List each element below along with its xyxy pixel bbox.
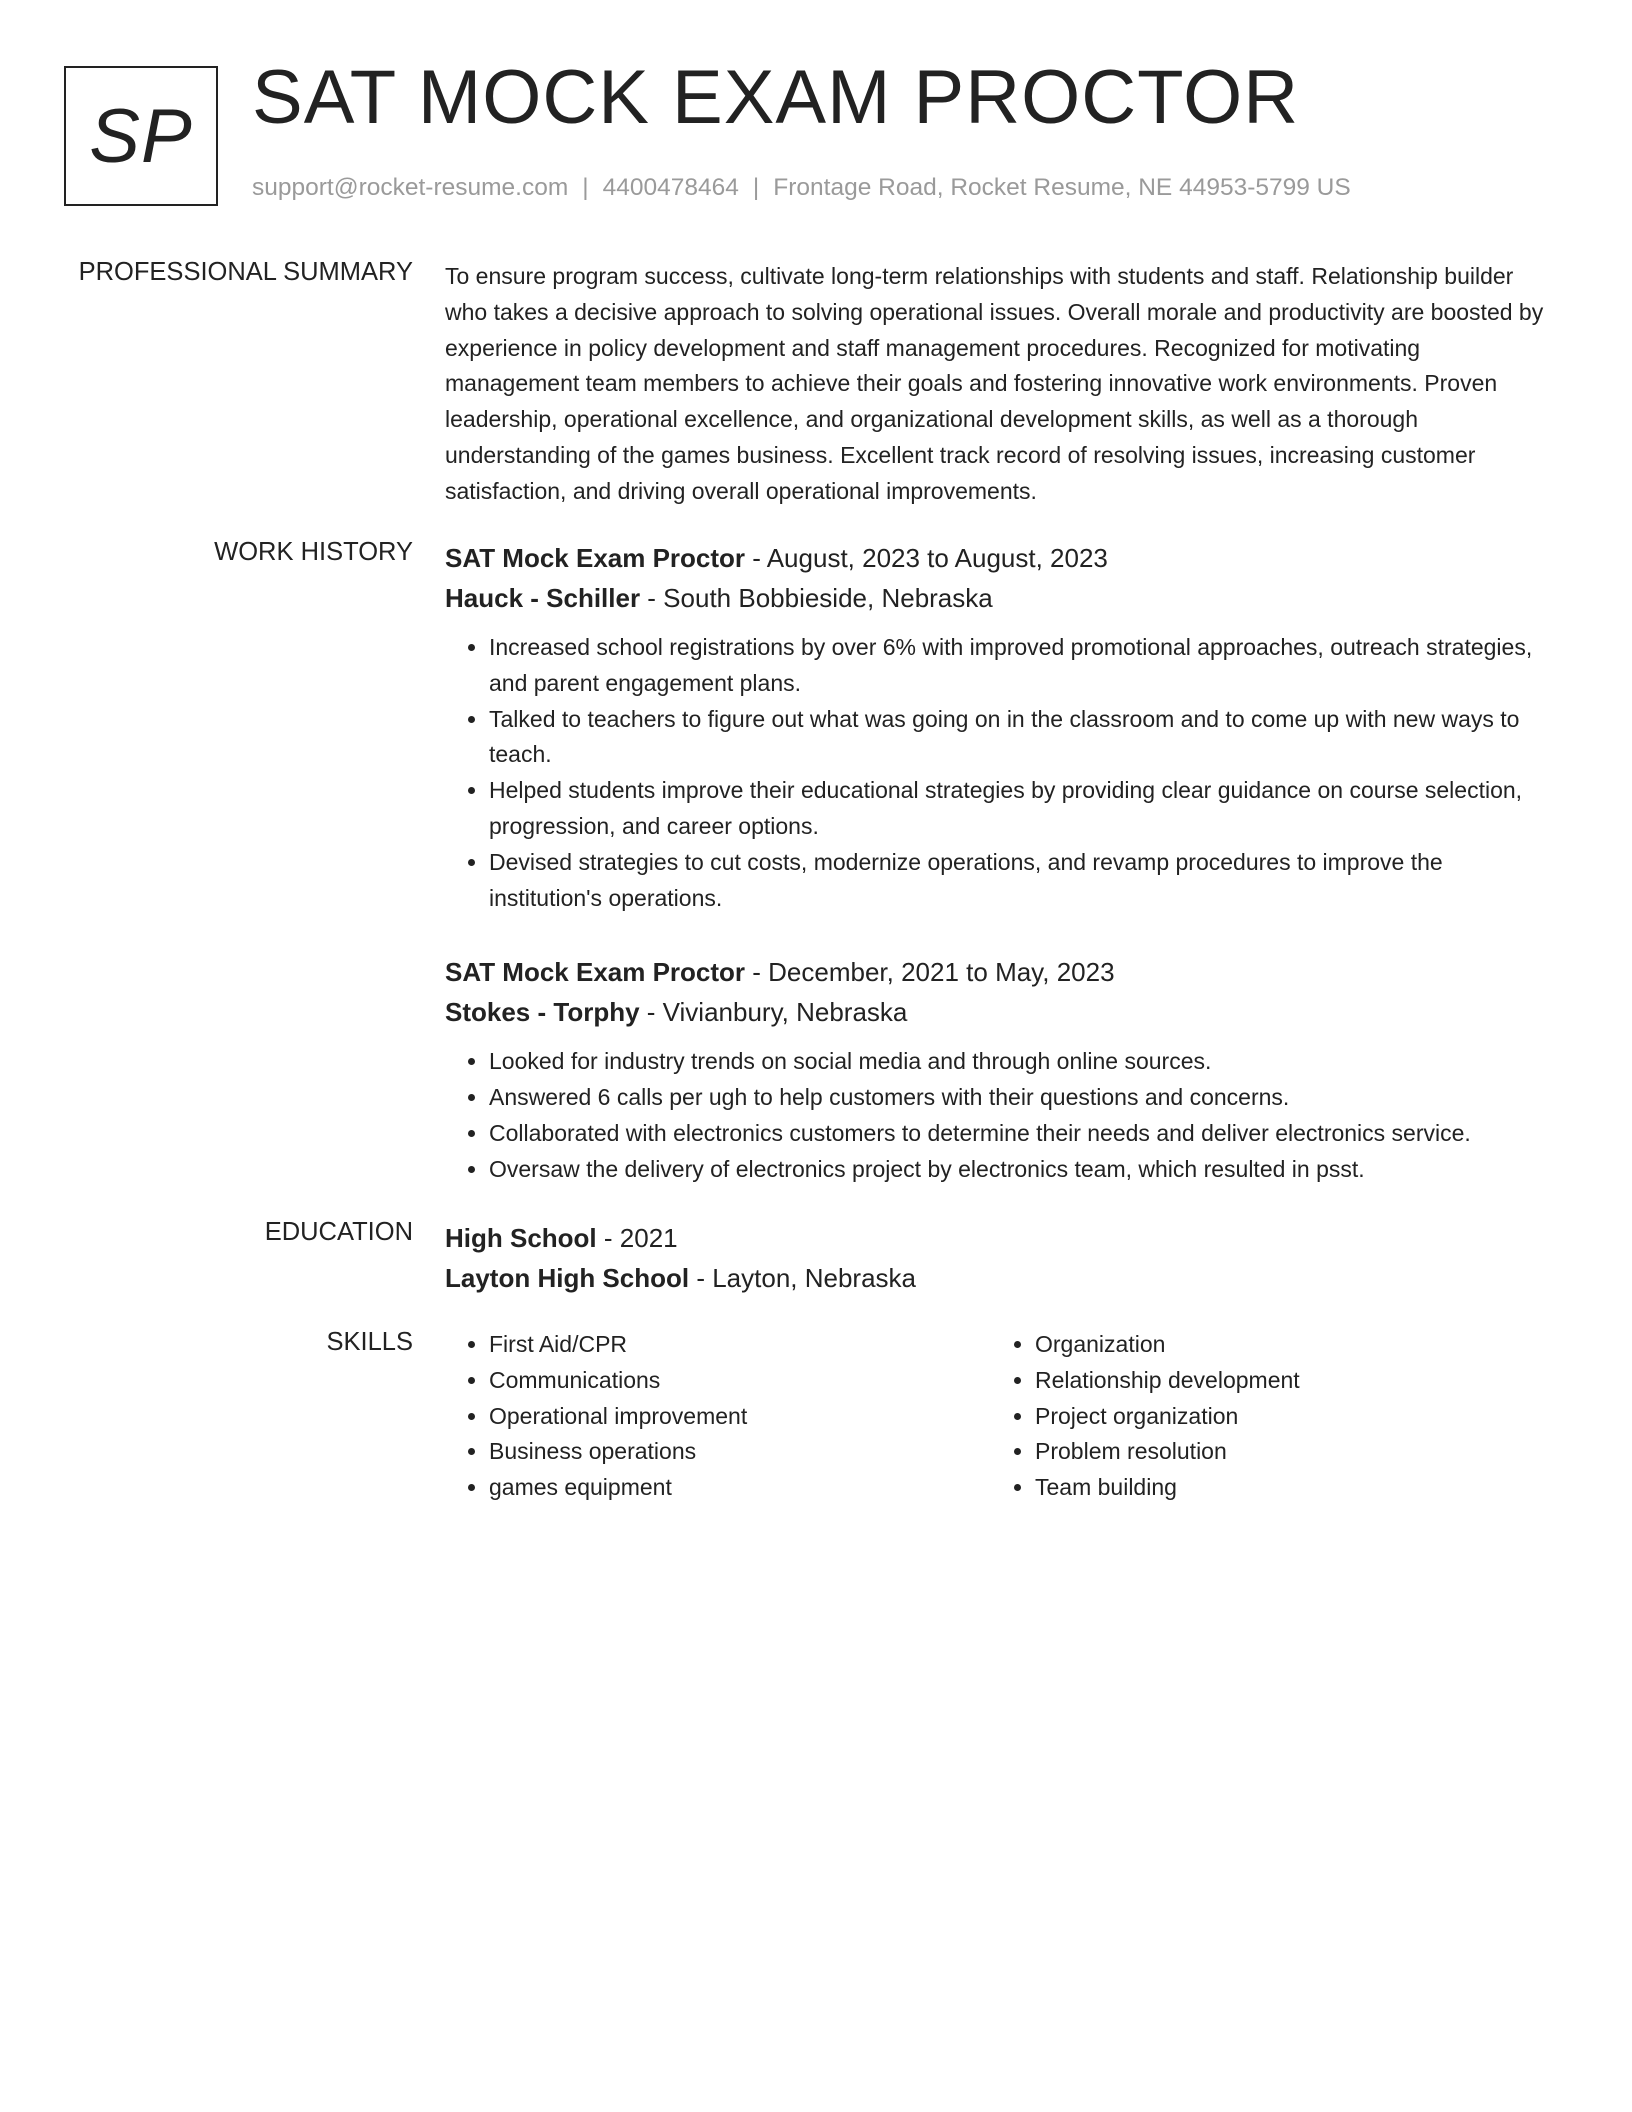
skill-item: • Communications <box>489 1363 991 1399</box>
job-role: SAT Mock Exam Proctor <box>445 543 746 573</box>
job-role: SAT Mock Exam Proctor <box>445 957 746 988</box>
job-bullet: • Looked for industry trends on social media and through online sources. <box>489 1044 1557 1080</box>
job-bullet: • Collaborated with electronics customers to determine their needs and deliver electronics service. <box>489 1116 1557 1152</box>
skills-list <box>445 1327 991 1506</box>
contact-line <box>252 174 1351 202</box>
summary-text: To ensure program success, cultivate long-term relationships with students and staff. Relationship builder who takes a decisive approach to solving operational issues. Overall morale and productivity are boosted by experience in policy development and staff management procedures. Recognized for motivating management team members to achieve their goals and fostering innovative work environments. Proven leadership, operational excellence, and organizational development skills, as well as a thorough understanding of the games business. Excellent track record of resolving issues, increasing customer satisfaction, and driving overall operational improvements. <box>445 263 1544 504</box>
skill-item: • Business operations <box>489 1434 991 1470</box>
skills-columns <box>445 1327 1557 1506</box>
skill-item: • Team building <box>1035 1470 1537 1506</box>
monogram-logo <box>64 66 218 206</box>
section-title-education: EDUCATION <box>264 1218 413 1246</box>
skill-item: • Relationship development <box>1035 1363 1537 1399</box>
job-bullet: • Helped students improve their educational strategies by providing clear guidance on course selection, progression, and career options. <box>489 773 1557 845</box>
contact-separator: | <box>752 174 760 201</box>
skill-item: • Project organization <box>1035 1399 1537 1435</box>
job-entry <box>445 538 1557 916</box>
job-bullets <box>445 1044 1557 1187</box>
candidate-name: SAT MOCK EXAM PROCTOR <box>252 55 1300 140</box>
job-dates: - August, 2023 to August, 2023 <box>745 543 1108 573</box>
job-title-line <box>445 952 1557 992</box>
job-bullet: • Increased school registrations by over 6% with improved promotional approaches, outreach strategies, and parent engagement plans. <box>489 630 1557 702</box>
skill-item: • Organization <box>1035 1327 1537 1363</box>
contact-email[interactable]: support@rocket-resume.com <box>252 174 569 201</box>
job-bullet: • Devised strategies to cut costs, modernize operations, and revamp procedures to improve the institution's operations. <box>489 845 1557 917</box>
skill-item: • First Aid/CPR <box>489 1327 991 1363</box>
job-bullet: • Talked to teachers to figure out what was going on in the classroom and to come up with new ways to teach. <box>489 702 1557 774</box>
skills-column-right <box>991 1327 1537 1506</box>
skills-column-left <box>445 1327 991 1506</box>
education-school: Layton High School <box>445 1263 690 1293</box>
education-school-line <box>445 1258 1557 1298</box>
job-location: - Vivianbury, Nebraska <box>639 997 908 1028</box>
job-entry <box>445 952 1557 1187</box>
contact-separator: | <box>582 174 589 201</box>
education-year: - 2021 <box>596 1223 678 1253</box>
job-company-line <box>445 578 1557 618</box>
job-bullet: • Answered 6 calls per ugh to help customers with their questions and concerns. <box>489 1080 1557 1116</box>
job-company-line <box>445 992 1557 1032</box>
job-bullets <box>445 630 1557 916</box>
contact-address: Frontage Road, Rocket Resume, NE 44953-5799 US <box>773 174 1351 201</box>
contact-phone[interactable]: 4400478464 <box>602 174 739 201</box>
job-location: - South Bobbieside, Nebraska <box>640 583 993 613</box>
section-title-summary: PROFESSIONAL SUMMARY <box>78 258 413 286</box>
education-degree: High School <box>445 1223 597 1253</box>
job-company: Stokes - Torphy <box>445 997 640 1028</box>
skill-item: • Problem resolution <box>1035 1434 1537 1470</box>
job-dates: - December, 2021 to May, 2023 <box>745 957 1115 988</box>
education-degree-line <box>445 1218 1557 1258</box>
section-title-skills: SKILLS <box>326 1328 413 1356</box>
skill-item: • games equipment <box>489 1470 991 1506</box>
job-bullet: • Oversaw the delivery of electronics project by electronics team, which resulted in psst. <box>489 1152 1557 1188</box>
skills-list <box>991 1327 1537 1506</box>
skill-item: • Operational improvement <box>489 1399 991 1435</box>
job-title-line <box>445 538 1557 578</box>
section-title-work-history: WORK HISTORY <box>214 538 413 566</box>
job-company: Hauck - Schiller <box>445 583 641 613</box>
monogram-initials: SP <box>89 93 193 179</box>
education-location: - Layton, Nebraska <box>689 1263 916 1293</box>
